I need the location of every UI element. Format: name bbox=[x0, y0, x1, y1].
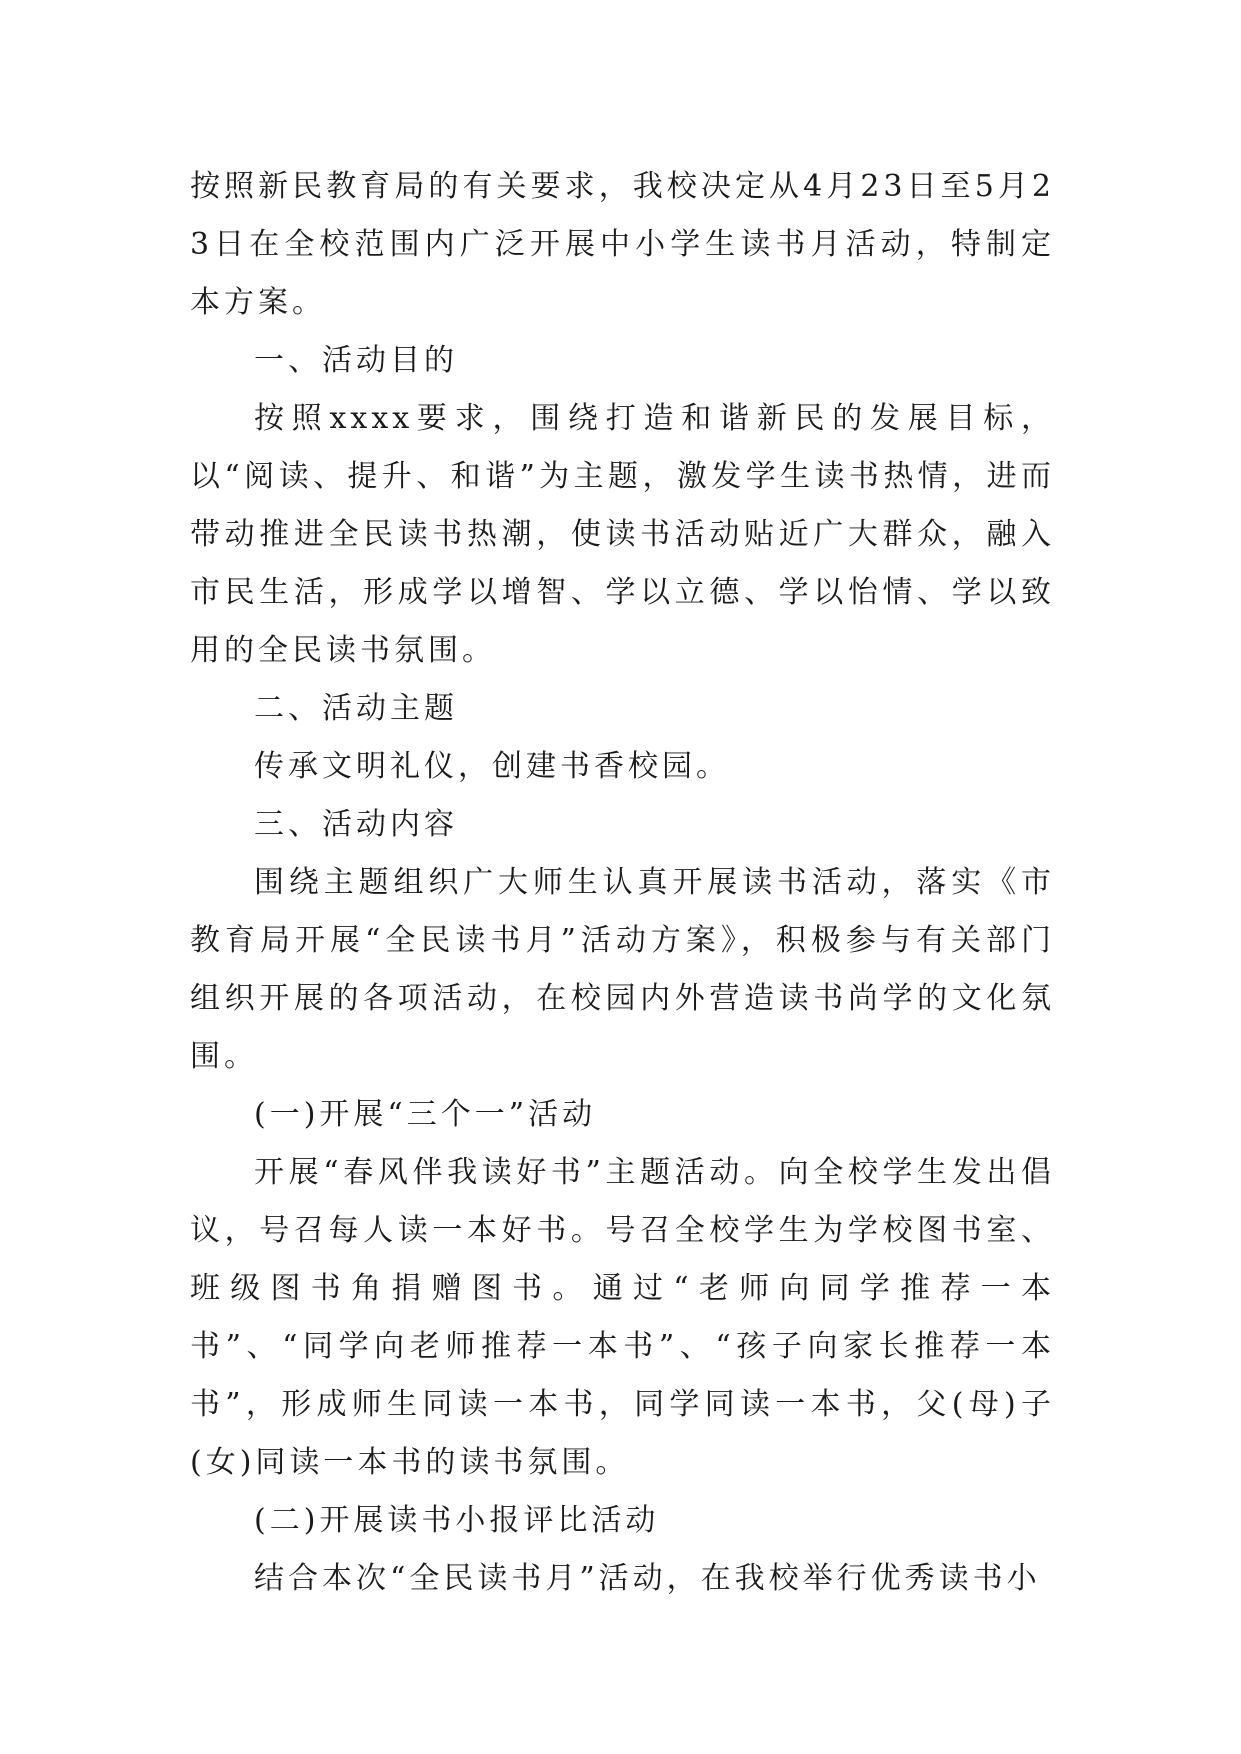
purpose-paragraph: 按照xxxx要求，围绕打造和谐新民的发展目标，以“阅读、提升、和谐”为主题，激发学生读书热情，进而带动推进全民读书热潮，使读书活动贴近广大群众，融入市民生活，形成学以增智、学以立德、学以怡情、学以致用的全民读书氛围。 bbox=[190, 401, 1055, 668]
subsection-heading-1: (一)开展“三个一”活动 bbox=[254, 1097, 597, 1132]
document-body bbox=[190, 158, 1055, 1608]
content-paragraph: 围绕主题组织广大师生认真开展读书活动，落实《市教育局开展“全民读书月”活动方案》，积极参与有关部门组织开展的各项活动，在校园内外营造读书尚学的文化氛围。 bbox=[190, 865, 1055, 1074]
subsection-paragraph-1: 开展“春风伴我读好书”主题活动。向全校学生发出倡议，号召每人读一本好书。号召全校学生为学校图书室、班级图书角捐赠图书。通过“老师向同学推荐一本书”、“同学向老师推荐一本书”、“孩子向家长推荐一本书”，形成师生同读一本书，同学同读一本书，父(母)子(女)同读一本书的读书氛围。 bbox=[190, 1155, 1055, 1480]
section-heading-content: 三、活动内容 bbox=[254, 807, 458, 842]
subsection-heading-2: (二)开展读书小报评比活动 bbox=[254, 1503, 660, 1538]
section-heading-theme: 二、活动主题 bbox=[254, 691, 458, 726]
section-heading-purpose: 一、活动目的 bbox=[254, 343, 458, 378]
theme-paragraph: 传承文明礼仪，创建书香校园。 bbox=[254, 749, 730, 784]
intro-paragraph: 按照新民教育局的有关要求，我校决定从4月23日至5月23日在全校范围内广泛开展中小学生读书月活动，特制定本方案。 bbox=[190, 169, 1055, 320]
subsection-paragraph-2: 结合本次“全民读书月”活动，在我校举行优秀读书小 bbox=[254, 1561, 1041, 1596]
